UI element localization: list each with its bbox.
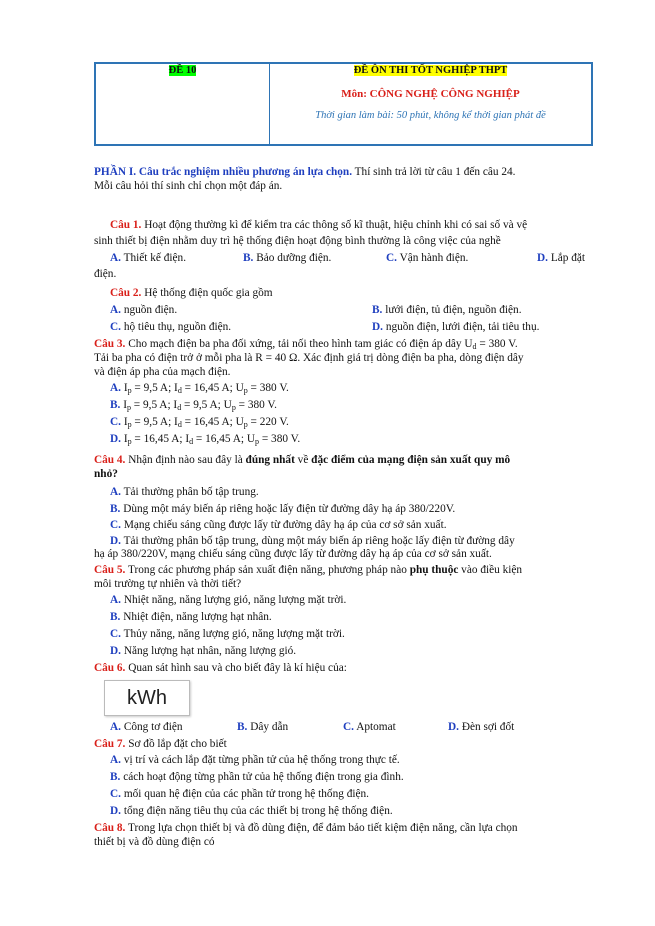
exam-info-cell bbox=[270, 64, 591, 144]
q2-num: Câu 2. bbox=[110, 287, 142, 299]
q4-option-a[interactable]: A. Tải thường phân bố tập trung. bbox=[110, 486, 259, 498]
exam-code: ĐỀ 10 bbox=[168, 65, 197, 76]
q8-line1: Câu 8. Trong lựa chọn thiết bị và đồ dùng điện, để đảm bảo tiết kiệm điện năng, cần lựa chọn bbox=[94, 822, 518, 834]
q1-text1: Hoạt động thường kì để kiểm tra các thông số kĩ thuật, hiệu chỉnh khi có sai số và vệ bbox=[141, 219, 528, 231]
q1-option-b[interactable]: B. Bảo dưỡng điện. bbox=[243, 252, 332, 264]
q4-num: Câu 4. bbox=[94, 454, 126, 466]
exam-time: Thời gian làm bài: 50 phút, không kể thời gian phát đề bbox=[315, 110, 546, 121]
q7-num: Câu 7. bbox=[94, 738, 126, 750]
q6-num: Câu 6. bbox=[94, 662, 126, 674]
q5-line1: Câu 5. Trong các phương pháp sản xuất điện năng, phương pháp nào phụ thuộc vào điều kiện bbox=[94, 564, 523, 576]
q1-num: Câu 1. bbox=[110, 219, 142, 231]
q6-option-d[interactable]: D. Đèn sợi đốt bbox=[448, 721, 515, 733]
q4-option-d[interactable]: D. Tải thường phân bố tập trung, dùng một máy biến áp riêng hoặc lấy điện từ đường dây bbox=[110, 535, 515, 547]
q7-option-c[interactable]: C. mối quan hệ điện của các phần tử trong hệ thống điện. bbox=[110, 788, 369, 800]
q1-line2: sinh thiết bị điện nhằm duy trì hệ thống điện hoạt động bình thường là công việc của nghề bbox=[94, 235, 501, 247]
q2-option-d[interactable]: D. nguồn điện, lưới điện, tải tiêu thụ. bbox=[372, 321, 540, 333]
q2-option-c[interactable]: C. hộ tiêu thụ, nguồn điện. bbox=[110, 321, 232, 333]
q7-line1: Câu 7. Sơ đồ lắp đặt cho biết bbox=[94, 738, 227, 750]
q3-num: Câu 3. bbox=[94, 338, 126, 350]
q3-line1: Câu 3. Cho mạch điện ba pha đối xứng, tải nối theo hình tam giác có điện áp dây $U_d = 380$ V. bbox=[94, 338, 518, 351]
q5-num: Câu 5. bbox=[94, 564, 126, 576]
q5-option-b[interactable]: B. Nhiệt điện, năng lượng hạt nhân. bbox=[110, 611, 272, 623]
q3-option-a[interactable]: A. $I_p = 9,5$ A; $I_d = 16,45$ A; $U_p = 380$ V. bbox=[110, 382, 289, 395]
q2-option-b[interactable]: B. lưới điện, tủ điện, nguồn điện. bbox=[372, 304, 522, 316]
q1-option-d[interactable]: D. Lắp đặt bbox=[537, 252, 586, 264]
exam-header-box bbox=[94, 62, 593, 146]
exam-title: ĐỀ ÔN THI TỐT NGHIỆP THPT bbox=[353, 65, 508, 76]
kwh-meter-symbol: kWh bbox=[104, 680, 190, 716]
q8-line2: thiết bị và đồ dùng điện có bbox=[94, 836, 215, 848]
q2-line1: Câu 2. Hệ thống điện quốc gia gồm bbox=[110, 287, 273, 299]
part1-instr: Thí sinh trả lời từ câu 1 đến câu 24. bbox=[352, 166, 516, 178]
q1-option-c[interactable]: C. Vận hành điện. bbox=[386, 252, 469, 264]
q5-line2: môi trường tự nhiên và thời tiết? bbox=[94, 578, 242, 590]
q6-option-b[interactable]: B. Dây dẫn bbox=[237, 721, 289, 733]
q3-option-c[interactable]: C. $I_p = 9,5$ A; $I_d = 16,45$ A; $U_p = 220$ V. bbox=[110, 416, 289, 429]
part1-line2: Mỗi câu hỏi thí sinh chỉ chọn một đáp án. bbox=[94, 180, 283, 192]
q3-option-d[interactable]: D. $I_p = 16,45$ A; $I_d = 16,45$ A; $U_p = 380$ V. bbox=[110, 433, 301, 446]
q1-line1 bbox=[110, 219, 610, 232]
q5-option-d[interactable]: D. Năng lượng hạt nhân, năng lượng gió. bbox=[110, 645, 297, 657]
q4-line2: nhỏ? bbox=[94, 468, 118, 480]
q6-option-c[interactable]: C. Aptomat bbox=[343, 721, 396, 733]
q7-option-d[interactable]: D. tổng điện năng tiêu thụ của các thiết bị trong hệ thống điện. bbox=[110, 805, 393, 817]
part1-line1 bbox=[94, 166, 594, 179]
q1-option-a[interactable]: A. Thiết kế điện. bbox=[110, 252, 187, 264]
q8-num: Câu 8. bbox=[94, 822, 126, 834]
part1-heading: PHẦN I. Câu trắc nghiệm nhiều phương án lựa chọn. bbox=[94, 166, 353, 178]
q3-line3: và điện áp pha của mạch điện. bbox=[94, 366, 231, 378]
q1-option-d-cont: điện. bbox=[94, 268, 117, 280]
exam-subject: Môn: CÔNG NGHỆ CÔNG NGHIỆP bbox=[341, 88, 520, 100]
q4-line1: Câu 4. Nhận định nào sau đây là đúng nhất về đặc điểm của mạng điện sản xuất quy mô bbox=[94, 454, 511, 466]
q7-option-b[interactable]: B. cách hoạt động từng phần tử của hệ thống điện trong gia đình. bbox=[110, 771, 404, 783]
q6-option-a[interactable]: A. Công tơ điện bbox=[110, 721, 183, 733]
q5-option-a[interactable]: A. Nhiệt năng, năng lượng gió, năng lượng mặt trời. bbox=[110, 594, 347, 606]
q6-line1: Câu 6. Quan sát hình sau và cho biết đây là kí hiệu của: bbox=[94, 662, 347, 674]
q4-option-b[interactable]: B. Dùng một máy biến áp riêng hoặc lấy điện từ đường dây hạ áp 380/220V. bbox=[110, 503, 456, 515]
q7-option-a[interactable]: A. vị trí và cách lắp đặt từng phần tử của hệ thống trong thực tế. bbox=[110, 754, 400, 766]
exam-code-cell bbox=[96, 64, 270, 144]
q4-option-c[interactable]: C. Mạng chiếu sáng cũng được lấy từ đường dây hạ áp của cơ sở sản xuất. bbox=[110, 519, 447, 531]
q3-line2: Tải ba pha có điện trở ở mỗi pha là R = 40 Ω. Xác định giá trị dòng điện ba pha, dòng điện dây bbox=[94, 352, 524, 364]
q2-option-a[interactable]: A. nguồn điện. bbox=[110, 304, 178, 316]
q4-option-d-cont: hạ áp 380/220V, mạng chiếu sáng cũng được lấy từ đường dây hạ áp của cơ sở sản xuất. bbox=[94, 548, 492, 560]
q3-option-b[interactable]: B. $I_p = 9,5$ A; $I_d = 9,5$ A; $U_p = 380$ V. bbox=[110, 399, 277, 412]
q5-option-c[interactable]: C. Thủy năng, năng lượng gió, năng lượng mặt trời. bbox=[110, 628, 345, 640]
